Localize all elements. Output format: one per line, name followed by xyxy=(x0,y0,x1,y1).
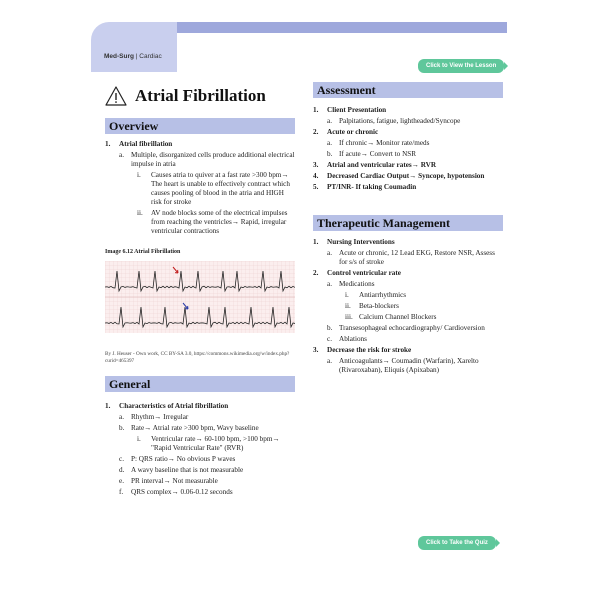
sub-item-text: Palpitations, fatigue, lightheaded/Syncope xyxy=(339,117,461,125)
sub-item-text: QRS complex→ 0.06-0.12 seconds xyxy=(131,488,233,496)
item-number: 1. xyxy=(313,106,319,114)
sub-sub-item xyxy=(131,209,295,236)
list-item xyxy=(313,106,501,126)
sub-item-text: Acute or chronic, 12 Lead EKG, Restore NSR, Assess for s/s of stroke xyxy=(339,249,495,266)
assessment-list xyxy=(313,106,501,194)
sub-item xyxy=(313,357,501,375)
list-item xyxy=(313,346,501,375)
sub-item-number: a. xyxy=(327,357,332,365)
item-number: 5. xyxy=(313,183,319,191)
sub-item-number: a. xyxy=(119,413,124,421)
ecg-strip-image xyxy=(105,261,295,333)
image-caption: Image 6.12 Atrial Fibrillation xyxy=(105,249,181,255)
sub-item-number: d. xyxy=(119,466,125,474)
sub-item-text: Rhythm→ Irregular xyxy=(131,413,189,421)
sub-sub-item-number: i. xyxy=(137,171,141,179)
sub-item-text: If chronic→ Monitor rate/meds xyxy=(339,139,430,147)
sub-item-number: a. xyxy=(327,139,332,147)
sub-item-text: PR interval→ Not measurable xyxy=(131,477,218,485)
item-number: 1. xyxy=(313,238,319,246)
breadcrumb-topic: Cardiac xyxy=(139,53,162,60)
item-number: 1. xyxy=(105,402,111,410)
item-label: Acute or chronic xyxy=(327,128,379,136)
sub-item-number: a. xyxy=(119,151,124,159)
sub-item xyxy=(105,488,295,497)
sub-item xyxy=(105,424,295,453)
item-label: PT/INR- If taking Coumadin xyxy=(327,183,417,191)
sub-item xyxy=(313,249,501,267)
therapeutic-heading: Therapeutic Management xyxy=(313,215,503,231)
sub-item-number: f. xyxy=(119,488,124,496)
sub-item xyxy=(313,280,501,322)
sub-item-number: a. xyxy=(327,280,332,288)
item-number: 4. xyxy=(313,172,319,180)
sub-item-text: Multiple, disorganized cells produce additional electrical impulse in atria xyxy=(131,151,295,168)
sub-sub-item-text: AV node blocks some of the electrical impulses from reaching the ventricles→ Rapid, irregular ventricular contractions xyxy=(151,209,288,235)
study-sheet xyxy=(91,22,507,578)
sub-item xyxy=(313,117,501,126)
item-label: Atrial and ventricular rates→ RVR xyxy=(327,161,437,169)
sub-item xyxy=(313,324,501,333)
sub-item xyxy=(313,150,501,159)
sub-item xyxy=(105,151,295,236)
sub-item-text: A wavy baseline that is not measurable xyxy=(131,466,244,474)
sub-sub-item-text: Antiarrhythmics xyxy=(359,291,407,299)
sub-item xyxy=(105,477,295,486)
item-label: Nursing Interventions xyxy=(327,238,395,246)
sub-item-text: Transesophageal echocardiography/ Cardioversion xyxy=(339,324,485,332)
sub-item xyxy=(313,335,501,344)
item-number: 1. xyxy=(105,140,111,148)
sub-sub-item-number: i. xyxy=(345,291,349,299)
sub-item-number: a. xyxy=(327,249,332,257)
view-lesson-button[interactable]: Click to View the Lesson xyxy=(418,59,504,73)
list-item xyxy=(313,238,501,267)
title-row xyxy=(105,84,266,108)
general-heading: General xyxy=(105,376,295,392)
sub-item-text: Medications xyxy=(339,280,375,288)
item-label: Atrial fibrillation xyxy=(119,140,173,148)
sub-sub-item-number: ii. xyxy=(345,302,351,310)
sub-sub-item-text: Beta-blockers xyxy=(359,302,399,310)
item-label: Decrease the risk for stroke xyxy=(327,346,412,354)
sub-sub-item-text: Calcium Channel Blockers xyxy=(359,313,437,321)
list-item xyxy=(313,161,501,170)
sub-item-text: If acute→ Convert to NSR xyxy=(339,150,417,158)
sub-item xyxy=(105,413,295,422)
image-credit: By J. Heuser - Own work, CC BY-SA 3.0, https://commons.wikimedia.org/w/index.php?curid=465397 xyxy=(105,351,290,364)
sub-item-number: b. xyxy=(119,424,125,432)
sub-item-number: c. xyxy=(327,335,332,343)
item-number: 2. xyxy=(313,269,319,277)
sub-item-number: e. xyxy=(119,477,124,485)
overview-list xyxy=(105,140,295,238)
page-title: Atrial Fibrillation xyxy=(135,86,266,105)
overview-heading: Overview xyxy=(105,118,295,134)
item-label: Control ventricular rate xyxy=(327,269,401,277)
sub-item-number: b. xyxy=(327,150,333,158)
sub-sub-item-number: iii. xyxy=(345,313,353,321)
therapeutic-list xyxy=(313,238,501,377)
take-quiz-button[interactable]: Click to Take the Quiz xyxy=(418,536,496,550)
breadcrumb-tab xyxy=(91,22,177,72)
list-item xyxy=(105,140,295,236)
item-label: Characteristics of Atrial fibrillation xyxy=(119,402,229,410)
sub-sub-item-text: Causes atria to quiver at a fast rate >300 bpm→ The heart is unable to effectively contract which causes pooling of blood in the atria and HIGH risk for stroke xyxy=(151,171,290,206)
sub-sub-item xyxy=(131,435,295,453)
list-item xyxy=(313,128,501,159)
item-label: Decreased Cardiac Output→ Syncope, hypotension xyxy=(327,172,485,180)
sub-item-number: c. xyxy=(119,455,124,463)
sub-item-text: Ablations xyxy=(339,335,367,343)
sub-item-number: a. xyxy=(327,117,332,125)
sub-sub-item-number: i. xyxy=(137,435,141,443)
sub-item-number: b. xyxy=(327,324,333,332)
image-block xyxy=(105,249,295,365)
sub-sub-item xyxy=(131,171,295,207)
breadcrumb xyxy=(104,53,162,60)
item-number: 3. xyxy=(313,161,319,169)
warning-triangle-icon xyxy=(105,86,127,106)
assessment-heading: Assessment xyxy=(313,82,503,98)
sub-item-text: Rate→ Atrial rate >300 bpm, Wavy baseline xyxy=(131,424,259,432)
list-item xyxy=(313,183,501,192)
sub-sub-item xyxy=(339,302,501,311)
sub-sub-item-number: ii. xyxy=(137,209,143,217)
sub-sub-item xyxy=(339,291,501,300)
breadcrumb-course: Med-Surg xyxy=(104,53,134,60)
list-item xyxy=(105,402,295,497)
sub-item xyxy=(105,466,295,475)
sub-item xyxy=(105,455,295,464)
breadcrumb-separator: | xyxy=(133,53,140,60)
item-number: 3. xyxy=(313,346,319,354)
sub-sub-item-text: Ventricular rate→ 60-100 bpm, >100 bpm→ "Rapid Ventricular Rate" (RVR) xyxy=(151,435,280,452)
sub-sub-item xyxy=(339,313,501,322)
sub-item xyxy=(313,139,501,148)
sub-item-text: Anticoagulants→ Coumadin (Warfarin), Xarelto (Rivaroxaban), Eliquis (Apixaban) xyxy=(339,357,479,374)
item-label: Client Presentation xyxy=(327,106,387,114)
item-number: 2. xyxy=(313,128,319,136)
general-list xyxy=(105,402,295,499)
list-item xyxy=(313,269,501,344)
sub-item-text: P: QRS ratio→ No obvious P waves xyxy=(131,455,236,463)
list-item xyxy=(313,172,501,181)
